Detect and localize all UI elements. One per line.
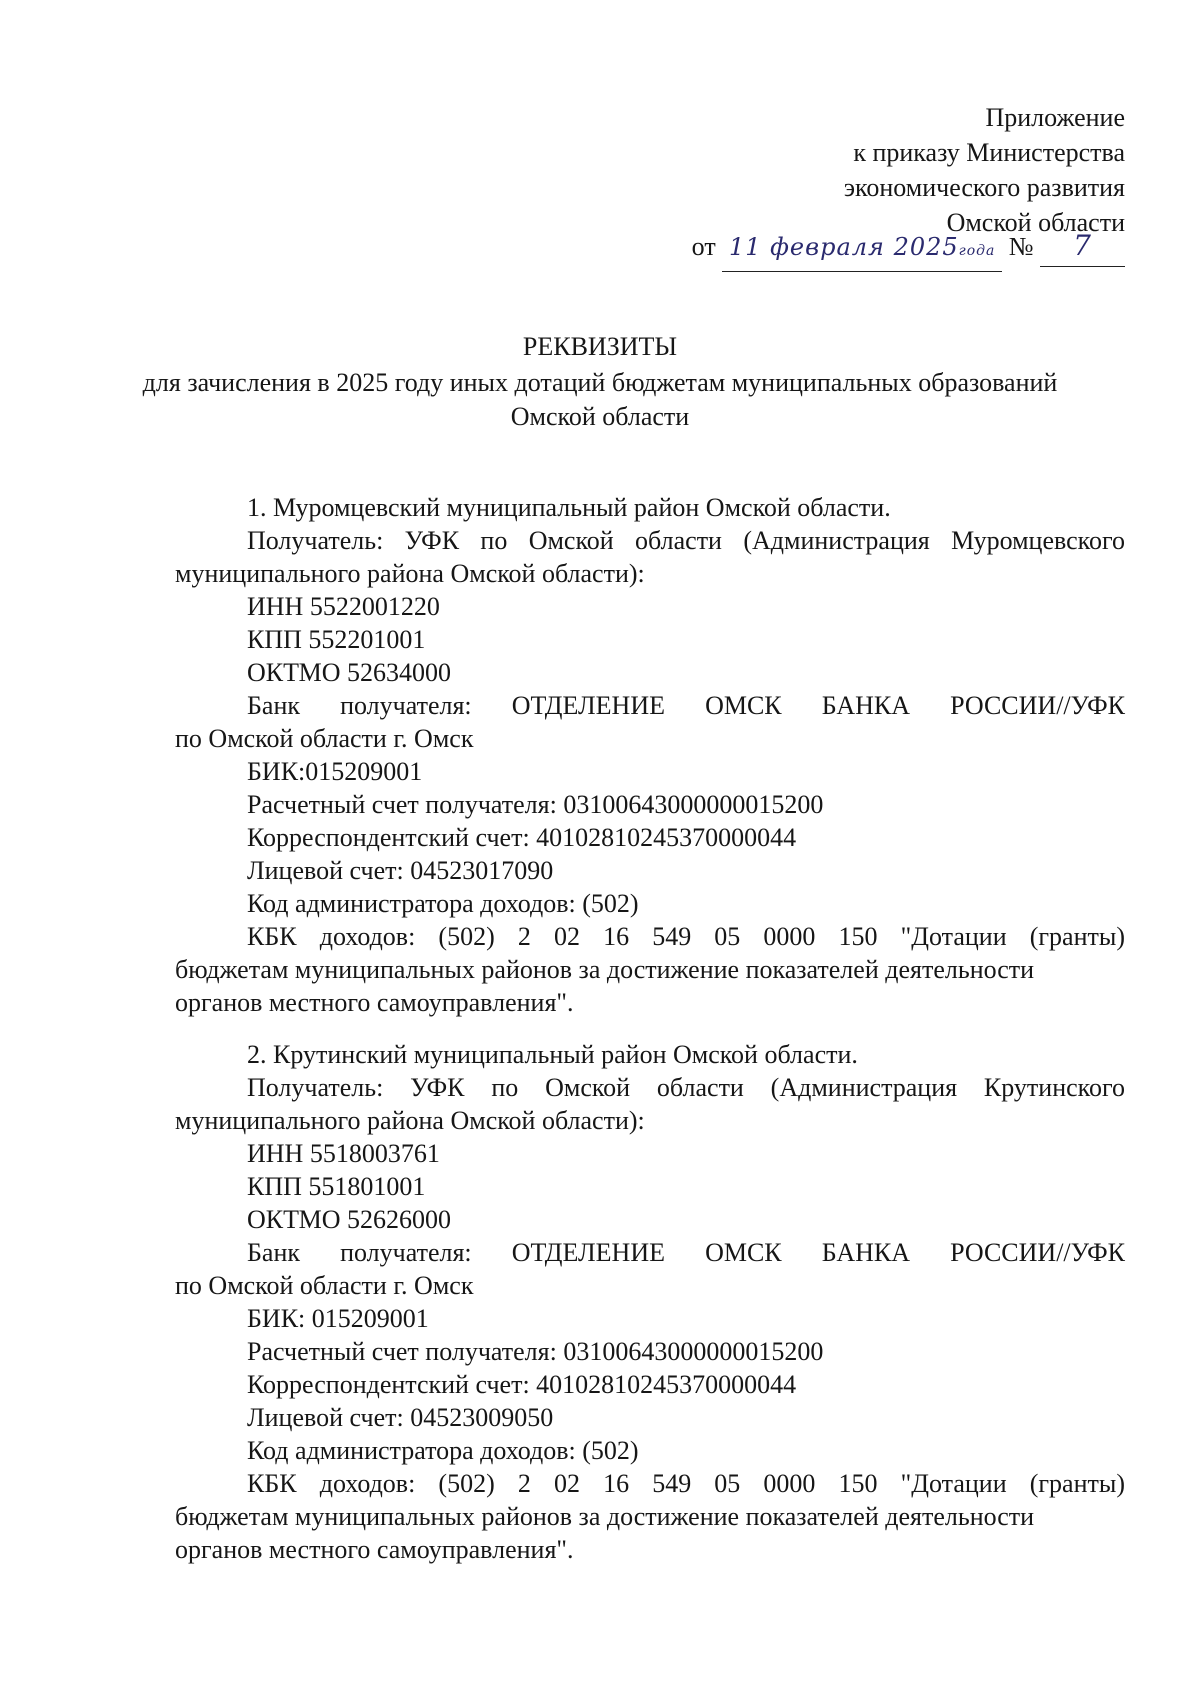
revenue-admin-code: Код администратора доходов: (502) <box>247 889 639 918</box>
appendix-line: Омской области <box>946 208 1125 237</box>
handwritten-order-number: 7 <box>1040 226 1125 267</box>
recipient-bank-continued: по Омской области г. Омск <box>175 1271 474 1300</box>
recipient-line-continued: муниципального района Омской области): <box>175 559 645 588</box>
handwritten-date <box>722 227 1002 272</box>
kbk-line-continued: органов местного самоуправления". <box>175 1535 574 1564</box>
kbk-line-continued: бюджетам муниципальных районов за достижение показателей деятельности <box>175 955 1035 984</box>
oktmo: ОКТМО 52626000 <box>247 1205 452 1234</box>
handwritten-date-text: 11 февраля 2025 <box>728 233 959 261</box>
recipient-line: Получатель: УФК по Омской области (Администрация Муромцевского <box>247 526 1125 555</box>
kbk-line-continued: бюджетам муниципальных районов за достижение показателей деятельности <box>175 1502 1035 1531</box>
kpp: КПП 552201001 <box>247 625 426 654</box>
appendix-line: экономического развития <box>843 173 1125 202</box>
document-subtitle: для зачисления в 2025 году иных дотаций бюджетам муниципальных образований Омской области <box>142 368 1058 431</box>
revenue-admin-code: Код администратора доходов: (502) <box>247 1436 639 1465</box>
personal-account: Лицевой счет: 04523017090 <box>247 856 554 885</box>
section-heading: 1. Муромцевский муниципальный район Омской области. <box>247 493 891 522</box>
order-date-line <box>692 226 1125 272</box>
kbk-line: КБК доходов: (502) 2 02 16 549 05 0000 150 "Дотации (гранты) <box>247 1469 1125 1498</box>
kpp: КПП 551801001 <box>247 1172 426 1201</box>
inn: ИНН 5522001220 <box>247 592 440 621</box>
kbk-line: КБК доходов: (502) 2 02 16 549 05 0000 150 "Дотации (гранты) <box>247 922 1125 951</box>
handwritten-year-suffix: года <box>958 243 996 259</box>
recipient-line: Получатель: УФК по Омской области (Администрация Крутинского <box>247 1073 1125 1102</box>
correspondent-account: Корреспондентский счет: 40102810245370000044 <box>247 823 797 852</box>
inn: ИНН 5518003761 <box>247 1139 440 1168</box>
recipient-bank-continued: по Омской области г. Омск <box>175 724 474 753</box>
appendix-line: к приказу Министерства <box>853 138 1125 167</box>
section-muromtsevo <box>175 491 1125 1019</box>
correspondent-account: Корреспондентский счет: 40102810245370000044 <box>247 1370 797 1399</box>
date-prefix: от <box>691 232 716 261</box>
kbk-line-continued: органов местного самоуправления". <box>175 988 574 1017</box>
settlement-account: Расчетный счет получателя: 03100643000000015200 <box>247 790 824 819</box>
recipient-bank: Банк получателя: ОТДЕЛЕНИЕ ОМСК БАНКА РОССИИ//УФК <box>247 1238 1125 1267</box>
settlement-account: Расчетный счет получателя: 03100643000000015200 <box>247 1337 824 1366</box>
personal-account: Лицевой счет: 04523009050 <box>247 1403 554 1432</box>
oktmo: ОКТМО 52634000 <box>247 658 452 687</box>
bik: БИК: 015209001 <box>247 1304 429 1333</box>
section-krutinka <box>175 1038 1125 1566</box>
appendix-line: Приложение <box>985 103 1125 132</box>
recipient-line-continued: муниципального района Омской области): <box>175 1106 645 1135</box>
recipient-bank: Банк получателя: ОТДЕЛЕНИЕ ОМСК БАНКА РОССИИ//УФК <box>247 691 1125 720</box>
section-heading: 2. Крутинский муниципальный район Омской области. <box>247 1040 858 1069</box>
document-title: РЕКВИЗИТЫ <box>522 332 678 361</box>
appendix-block <box>844 100 1125 240</box>
number-label: № <box>1008 232 1034 261</box>
bik: БИК:015209001 <box>247 757 423 786</box>
